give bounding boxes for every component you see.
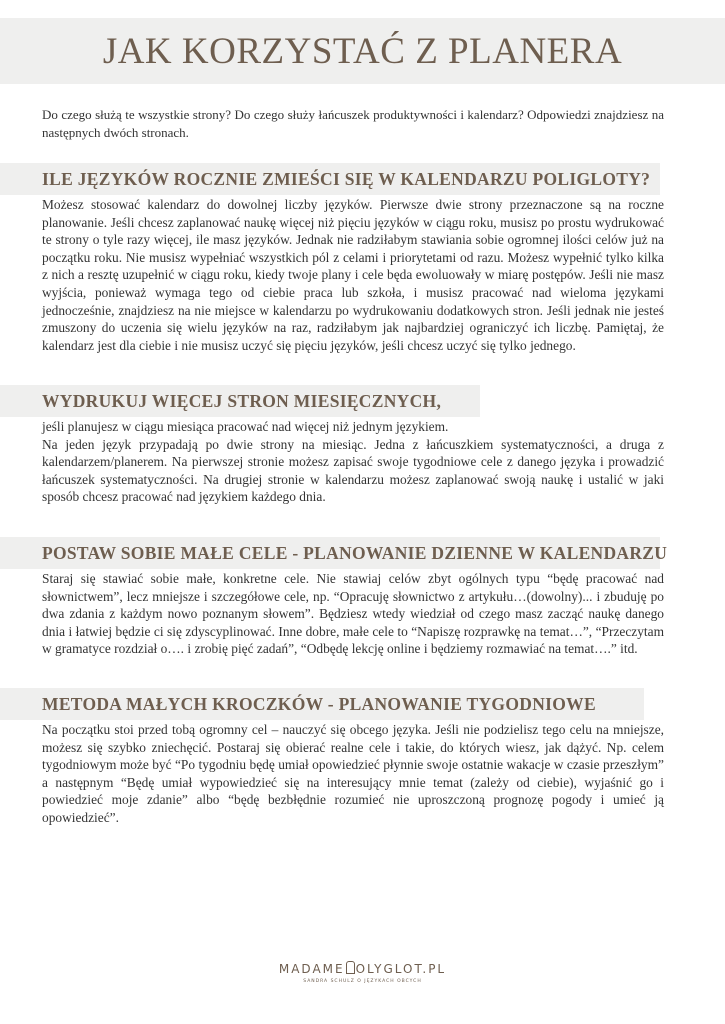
logo-right-text: OLYGLOT.PL: [355, 962, 447, 976]
section-2-text: Na jeden język przypadają po dwie strony na miesiąc. Jedna z łańcuszkiem systematyczności, a druga z kalendarzem/planerem. Na pierwszej stronie możesz zapisać swoje tygodniowe cele z danego języka i prowadzić łańcuszek systematyczności. Na drugiej stronie w kalendarzu możesz zaplanować swoją naukę i ustalić w jaki sposób chcesz pracować nad językiem każdego dnia.: [42, 436, 664, 505]
page-title: JAK KORZYSTAĆ Z PLANERA: [102, 31, 623, 72]
section-4-body: Na początku stoi przed tobą ogromny cel – nauczyć się obcego języka. Jeśli nie podzielisz tego celu na mniejsze, możesz się szybko zniechęcić. Postaraj się obierać realne cele i takie, do których wiesz, jak dążyć. Np. celem tygodniowym może być “Po tygodniu będę umiał opowiedzieć płynnie swoje ostatnie wakacje w czasie przeszłym” a następnym “Będę umiał wypowiedzieć się na interesujący mnie temat (zależy od ciebie), wyjaśnić go i powiedzieć moje zdanie” albo “będę bezbłędnie rozumieć nie uproszczoną prognozę pogody i umieć ją opowiedzieć”.: [42, 722, 664, 825]
footer-logo: [0, 960, 725, 984]
section-2-heading: WYDRUKUJ WIĘCEJ STRON MIESIĘCZNYCH,: [42, 391, 442, 411]
section-3-heading: POSTAW SOBIE MAŁE CELE - PLANOWANIE DZIENNE W KALENDARZU: [42, 543, 668, 563]
section-2-body: [42, 418, 664, 506]
section-2-lead: jeśli planujesz w ciągu miesiąca pracować nad więcej niż jednym językiem.: [42, 419, 449, 434]
bookmark-icon: [346, 961, 355, 974]
section-4-heading: METODA MAŁYCH KROCZKÓW - PLANOWANIE TYGODNIOWE: [42, 694, 596, 714]
logo-left-text: MADAME: [278, 962, 345, 976]
intro-paragraph: Do czego służą te wszystkie strony? Do czego służy łańcuszek produktywności i kalendarz? Odpowiedzi znajdziesz na następnych dwóch stronach.: [42, 107, 664, 140]
logo-wordmark: [279, 961, 446, 976]
section-3-body: Staraj się stawiać sobie małe, konkretne cele. Nie stawiaj celów zbyt ogólnych typu “będę pracować nad słownictwem”, lecz mniejsze i szczegółowe cele, np. “Opracuję słownictwo z artykułu…(dowolny)... i zbuduję po dwa zdania z każdym nowo poznanym słowem”. Będziesz wtedy wiedział od czego masz zacząć naukę danego dnia i łatwiej będzie ci się zdyscyplinować. Inne dobre, małe cele to “Napiszę rozprawkę na temat…”, “Przeczytam w gramatyce rozdział o…. i zrobię pięć zadań”, “Odbędę lekcję online i będziemy rozmawiać na temat….” itd.: [42, 571, 664, 657]
logo-tagline: SANDRA SCHULZ O JĘZYKACH OBCYCH: [303, 979, 422, 984]
section-1-body: Możesz stosować kalendarz do dowolnej liczby języków. Pierwsze dwie strony przeznaczone są na roczne planowanie. Jeśli chcesz zaplanować naukę więcej niż pięciu języków w ciągu roku, musisz po prostu wydrukować te strony o tyle razy więcej, ile masz języków. Jednak nie radziłabym stawiania sobie ogromnej ilości celów już na początku roku. Nie musisz wypełniać wszystkich pól z celami i priorytetami od razu. Możesz wypełnić tylko kilka z nich a resztę uzupełnić w ciągu roku, kiedy twoje plany i cele będa ewoluowały w miarę postępów. Jeśli nie masz wyjścia, ponieważ wymaga tego od ciebie praca lub szkoła, i musisz pracować nad wieloma językami jednocześnie, znajdziesz na nie miejsce w kalendarzu po wydrukowaniu dodatkowych stron. Jeśli jednak nie jesteś zmuszony do uczenia się wielu języków na raz, radziłabym jak najbardziej ograniczyć ich liczbę. Pamiętaj, że kalendarz jest dla ciebie i nie musisz uczyć się pięciu języków, jeśli chcesz uczyć się tylko jednego.: [42, 197, 664, 353]
section-1-heading: ILE JĘZYKÓW ROCZNIE ZMIEŚCI SIĘ W KALENDARZU POLIGLOTY?: [42, 169, 651, 189]
